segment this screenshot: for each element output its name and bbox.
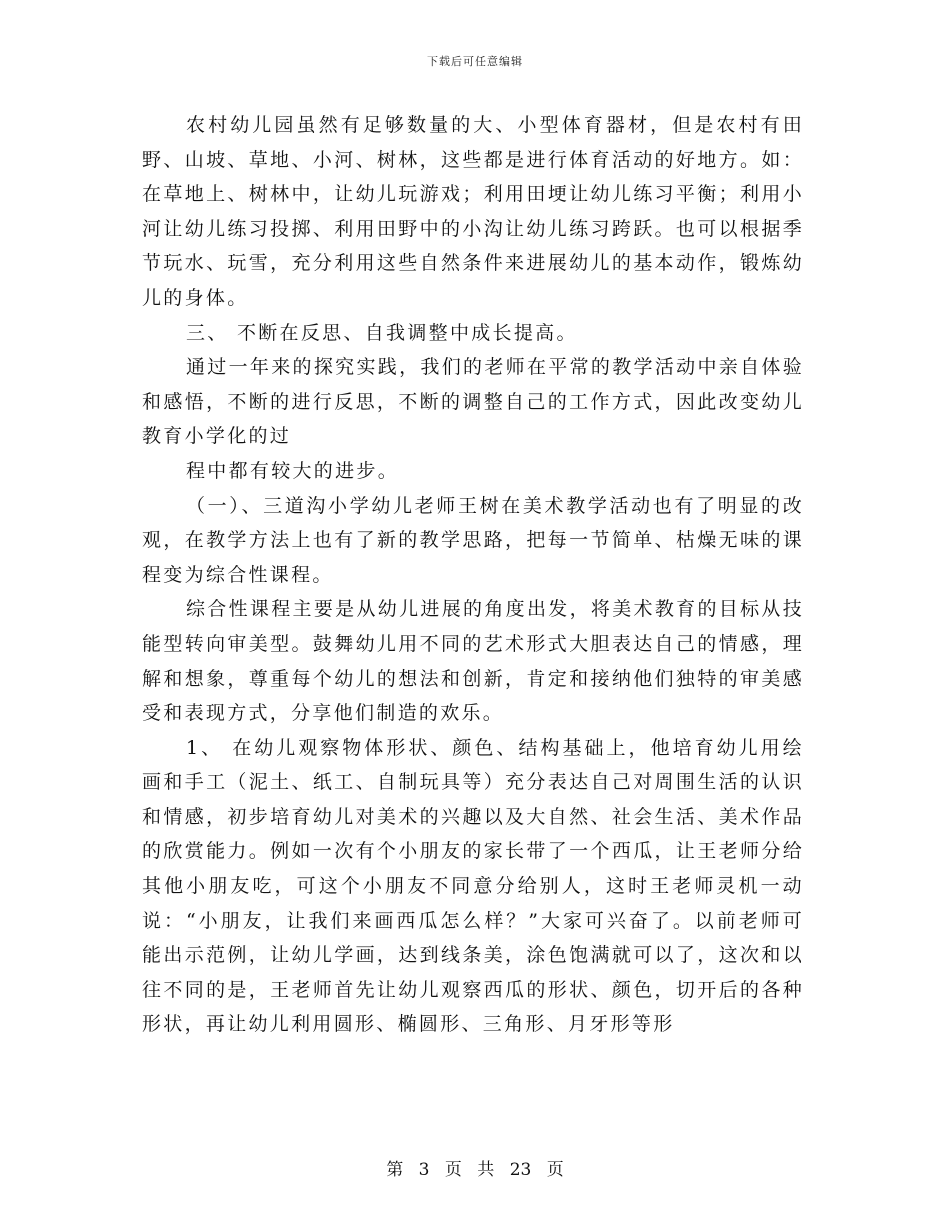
paragraph: 通过一年来的探究实践，我们的老师在平常的教学活动中亲自体验和感悟，不断的进行反思，不断的调整自己的工作方式，因此改变幼儿教育小学化的过 [142, 356, 804, 448]
paragraph: 综合性课程主要是从幼儿进展的角度出发，将美术教育的目标从技能型转向审美型。鼓舞幼儿用不同的艺术形式大胆表达自己的情感，理解和想象，尊重每个幼儿的想法和创新，肯定和接纳他们独特的审美感受和表现方式，分享他们制造的欢乐。 [142, 598, 804, 725]
paragraph: 程中都有较大的进步。 [186, 459, 400, 482]
paragraph: （一）、三道沟小学幼儿老师王树在美术教学活动也有了明显的改观，在教学方法上也有了新的教学思路，把每一节简单、枯燥无味的课程变为综合性课程。 [142, 494, 804, 586]
paragraph: 1、 在幼儿观察物体形状、颜色、结构基础上，他培育幼儿用绘画和手工（泥土、纸工、自制玩具等）充分表达自己对周围生活的认识和情感，初步培育幼儿对美术的兴趣以及大自然、社会生活、美术作品的欣赏能力。例如一次有个小朋友的家长带了一个西瓜，让王老师分给其他小朋友吃，可这个小朋友不同意分给别人，这时王老师灵机一动说：“小朋友，让我们来画西瓜怎么样？”大家可兴奋了。以前老师可能出示范例，让幼儿学画，达到线条美，涂色饱满就可以了，这次和以往不同的是，王老师首先让幼儿观察西瓜的形状、颜色，切开后的各种形状，再让幼儿利用圆形、椭圆形、三角形、月牙形等形 [142, 736, 804, 1036]
paragraph: 农村幼儿园虽然有足够数量的大、小型体育器材，但是农村有田野、山坡、草地、小河、树林，这些都是进行体育活动的好地方。如：在草地上、树林中，让幼儿玩游戏；利用田埂让幼儿练习平衡；利用小河让幼儿练习投掷、利用田野中的小沟让幼儿练习跨跃。也可以根据季节玩水、玩雪，充分利用这些自然条件来进展幼儿的基本动作，锻炼幼儿的身体。 [142, 114, 804, 309]
page-header: 下载后可任意编辑 [427, 55, 523, 68]
document-body [142, 108, 804, 1042]
page-footer: 第 3 页 共 23 页 [386, 1160, 564, 1180]
section-heading: 三、 不断在反思、自我调整中成长提高。 [186, 321, 578, 344]
